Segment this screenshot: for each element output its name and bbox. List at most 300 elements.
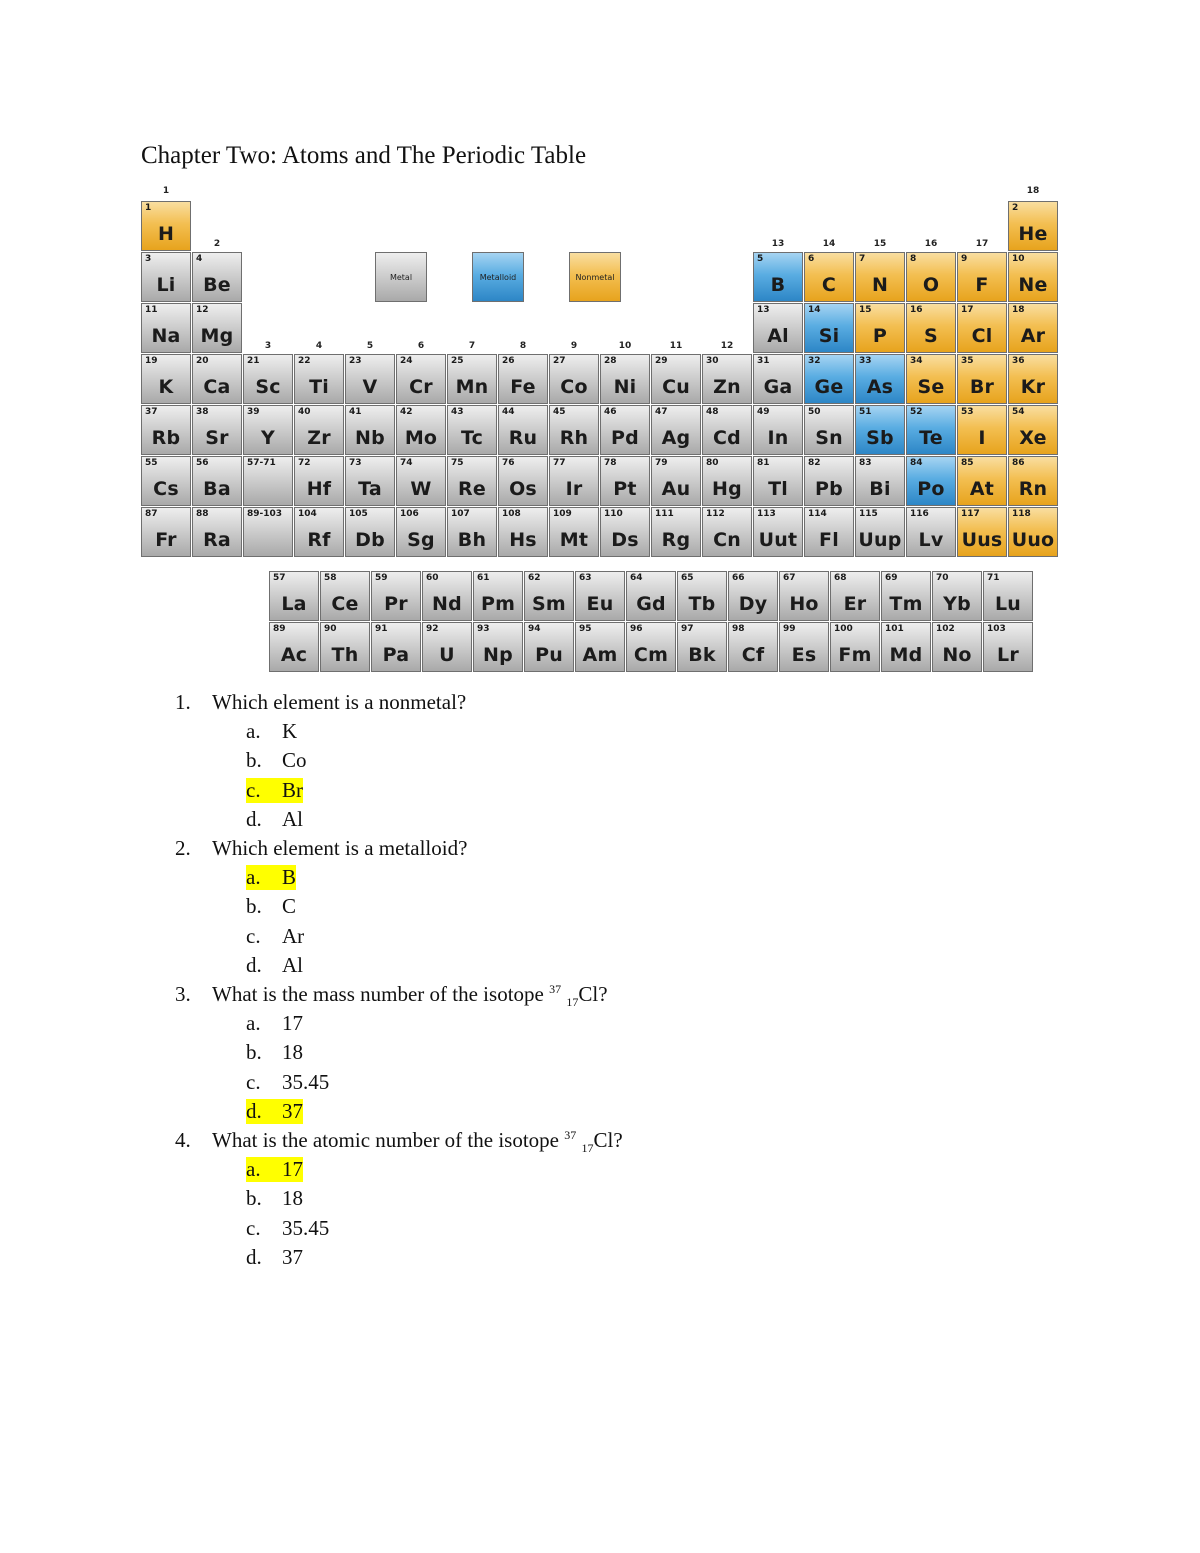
element-symbol: Ds xyxy=(611,529,639,551)
periodic-table xyxy=(141,186,1059,558)
option-text: Ar xyxy=(282,923,305,948)
option-letter: a. xyxy=(246,719,261,744)
element-symbol: Al xyxy=(767,325,789,347)
element-cell xyxy=(141,354,191,404)
atomic-number: 114 xyxy=(808,509,827,519)
element-symbol: Cr xyxy=(409,376,433,398)
atomic-number: 109 xyxy=(553,509,572,519)
element-symbol: Rh xyxy=(559,427,589,449)
element-symbol: Mg xyxy=(200,325,234,347)
atomic-number: 81 xyxy=(757,458,770,468)
element-cell xyxy=(447,354,497,404)
element-symbol: He xyxy=(1018,223,1048,245)
atomic-number: 88 xyxy=(196,509,209,519)
mass-number: 37 xyxy=(549,982,562,996)
element-symbol: Tc xyxy=(460,427,484,449)
option-letter: a. xyxy=(246,1157,261,1182)
atomic-number: 32 xyxy=(808,356,821,366)
legend-metalloid-label: Metalloid xyxy=(479,272,517,282)
element-symbol: No xyxy=(942,644,972,666)
atomic-number: 65 xyxy=(681,573,694,583)
element-symbol: Hg xyxy=(712,478,742,500)
element-symbol: Nd xyxy=(432,593,462,615)
atomic-number: 20 xyxy=(196,356,209,366)
option-letter: a. xyxy=(246,865,261,890)
element-symbol: Sr xyxy=(205,427,229,449)
element-cell xyxy=(243,354,293,404)
atomic-number: 38 xyxy=(196,407,209,417)
element-cell xyxy=(753,303,803,353)
group-number: 1 xyxy=(162,186,170,196)
atomic-number: 54 xyxy=(1012,407,1025,417)
element-cell xyxy=(753,405,803,455)
atomic-number: 89-103 xyxy=(247,509,283,519)
element-symbol: Es xyxy=(791,644,817,666)
element-cell xyxy=(524,622,574,672)
option-letter: c. xyxy=(246,1215,261,1240)
element-symbol: H xyxy=(157,223,175,245)
element-symbol: Md xyxy=(889,644,923,666)
element-symbol: Mn xyxy=(455,376,489,398)
element-cell xyxy=(855,456,905,506)
atomic-number: 87 xyxy=(145,509,158,519)
answer-option xyxy=(246,807,303,832)
element-cell xyxy=(906,354,956,404)
element-cell xyxy=(549,405,599,455)
element-cell xyxy=(345,456,395,506)
atomic-number: 31 xyxy=(757,356,770,366)
question xyxy=(175,836,467,861)
atomic-number: 5 xyxy=(757,254,764,264)
answer-option xyxy=(246,1186,303,1211)
option-text: Al xyxy=(282,952,303,977)
atomic-number: 60 xyxy=(426,573,439,583)
element-symbol: Am xyxy=(582,644,618,666)
element-symbol: Ir xyxy=(565,478,583,500)
atomic-number: 55 xyxy=(145,458,158,468)
answer-option xyxy=(246,924,304,949)
mass-number: 37 xyxy=(564,1128,577,1142)
atomic-number: 21 xyxy=(247,356,260,366)
option-text: 35.45 xyxy=(282,1069,330,1094)
question xyxy=(175,690,466,715)
element-symbol: Cs xyxy=(153,478,179,500)
group-number: 5 xyxy=(366,341,374,351)
element-cell xyxy=(600,507,650,557)
atomic-number: 23 xyxy=(349,356,362,366)
atomic-number: 86 xyxy=(1012,458,1025,468)
group-number: 2 xyxy=(213,239,221,249)
element-symbol: Rg xyxy=(661,529,691,551)
element-cell xyxy=(702,405,752,455)
element-cell xyxy=(779,571,829,621)
atomic-number: 29 xyxy=(655,356,668,366)
atomic-number: 74 xyxy=(400,458,413,468)
atomic-number: 116 xyxy=(910,509,929,519)
atomic-number: 26 xyxy=(502,356,515,366)
element-symbol: Pb xyxy=(815,478,843,500)
atomic-number: 73 xyxy=(349,458,362,468)
element-symbol: Sb xyxy=(866,427,894,449)
element-cell xyxy=(651,405,701,455)
element-symbol: Co xyxy=(560,376,588,398)
element-cell xyxy=(473,622,523,672)
option-text: 17 xyxy=(282,1011,303,1036)
atomic-number: 27 xyxy=(553,356,566,366)
atomic-number: 85 xyxy=(961,458,974,468)
element-cell xyxy=(804,252,854,302)
f-block xyxy=(269,571,1034,673)
element-cell xyxy=(855,252,905,302)
element-symbol: Re xyxy=(458,478,486,500)
answer-option xyxy=(246,1070,329,1095)
element-symbol: Rf xyxy=(307,529,331,551)
element-symbol: Rb xyxy=(151,427,181,449)
element-cell xyxy=(983,571,1033,621)
atomic-number: 102 xyxy=(936,624,955,634)
element-symbol: Br xyxy=(969,376,995,398)
element-cell xyxy=(1008,252,1058,302)
element-symbol: Ru xyxy=(508,427,538,449)
group-number: 11 xyxy=(669,341,683,351)
element-cell xyxy=(192,354,242,404)
element-cell xyxy=(192,252,242,302)
element-cell xyxy=(957,354,1007,404)
element-symbol: Ce xyxy=(331,593,359,615)
element-symbol: Dy xyxy=(738,593,768,615)
atomic-number: 4 xyxy=(196,254,203,264)
atomic-number: 70 xyxy=(936,573,949,583)
question-text xyxy=(212,690,466,714)
element-cell xyxy=(804,354,854,404)
element-cell xyxy=(422,571,472,621)
atomic-number: 66 xyxy=(732,573,745,583)
group-number: 18 xyxy=(1026,186,1040,196)
atomic-number: 100 xyxy=(834,624,853,634)
atomic-number: 44 xyxy=(502,407,515,417)
atomic-number: 59 xyxy=(375,573,388,583)
element-symbol: Si xyxy=(818,325,840,347)
atomic-number: 12 xyxy=(196,305,209,315)
element-cell xyxy=(549,507,599,557)
option-letter: b. xyxy=(246,748,262,773)
atomic-number: 62 xyxy=(528,573,541,583)
element-symbol: Sg xyxy=(407,529,435,551)
answer-option-highlighted xyxy=(246,1099,303,1124)
atomic-number: 89 xyxy=(273,624,286,634)
element-cell xyxy=(855,507,905,557)
option-letter: c. xyxy=(246,1069,261,1094)
atomic-number: 112 xyxy=(706,509,725,519)
atomic-number: 98 xyxy=(732,624,745,634)
atomic-number: 71 xyxy=(987,573,1000,583)
element-cell xyxy=(447,456,497,506)
atomic-number: 9 xyxy=(961,254,968,264)
option-text: 37 xyxy=(282,1098,303,1123)
atomic-number: 63 xyxy=(579,573,592,583)
atomic-number: 110 xyxy=(604,509,623,519)
element-symbol: Ag xyxy=(661,427,691,449)
question-text-main: What is the atomic number of the isotope xyxy=(212,1128,565,1152)
option-text: Br xyxy=(282,777,303,802)
option-text: 18 xyxy=(282,1040,303,1065)
atomic-number: 6 xyxy=(808,254,815,264)
element-symbol: Cl? xyxy=(593,1128,623,1152)
atomic-number: 107 xyxy=(451,509,470,519)
element-symbol: La xyxy=(281,593,307,615)
option-text: B xyxy=(282,865,297,890)
atomic-number: 17 xyxy=(581,1141,594,1156)
answer-option xyxy=(246,1040,303,1065)
element-symbol: Bk xyxy=(688,644,716,666)
atomic-number: 19 xyxy=(145,356,158,366)
element-symbol: Po xyxy=(917,478,945,500)
atomic-number: 30 xyxy=(706,356,719,366)
element-symbol: W xyxy=(410,478,432,500)
element-symbol: Np xyxy=(483,644,513,666)
atomic-number: 17 xyxy=(566,995,579,1010)
element-symbol: Pm xyxy=(480,593,516,615)
atomic-number: 68 xyxy=(834,573,847,583)
legend-nonmetal xyxy=(569,252,621,302)
option-letter: a. xyxy=(246,1011,261,1036)
element-cell xyxy=(524,571,574,621)
element-symbol: Ni xyxy=(613,376,637,398)
question-number: 3. xyxy=(175,982,191,1006)
element-symbol: S xyxy=(924,325,938,347)
element-cell xyxy=(957,303,1007,353)
atomic-number: 8 xyxy=(910,254,917,264)
element-cell xyxy=(932,571,982,621)
option-letter: b. xyxy=(246,894,262,919)
element-symbol: Na xyxy=(151,325,181,347)
element-cell xyxy=(804,456,854,506)
element-symbol: B xyxy=(770,274,786,296)
atomic-number: 97 xyxy=(681,624,694,634)
atomic-number: 15 xyxy=(859,305,872,315)
element-symbol: Cd xyxy=(713,427,741,449)
element-cell xyxy=(345,405,395,455)
atomic-number: 1 xyxy=(145,203,152,213)
element-symbol: Yb xyxy=(943,593,971,615)
element-symbol: Ne xyxy=(1018,274,1048,296)
element-cell xyxy=(600,456,650,506)
element-cell xyxy=(269,571,319,621)
question xyxy=(175,1128,623,1156)
element-symbol: Eu xyxy=(586,593,614,615)
element-cell xyxy=(1008,456,1058,506)
element-symbol: Mo xyxy=(404,427,438,449)
element-cell xyxy=(983,622,1033,672)
element-symbol: As xyxy=(866,376,894,398)
element-symbol: Kr xyxy=(1020,376,1046,398)
element-cell xyxy=(192,507,242,557)
element-symbol: K xyxy=(158,376,174,398)
element-cell xyxy=(906,507,956,557)
atomic-number: 51 xyxy=(859,407,872,417)
element-cell xyxy=(575,622,625,672)
atomic-number: 25 xyxy=(451,356,464,366)
element-cell xyxy=(906,405,956,455)
group-number: 10 xyxy=(618,341,632,351)
element-symbol: Lu xyxy=(994,593,1022,615)
atomic-number: 84 xyxy=(910,458,923,468)
element-symbol: Uus xyxy=(961,529,1003,551)
element-symbol: Zr xyxy=(307,427,331,449)
element-cell xyxy=(906,303,956,353)
element-cell xyxy=(549,456,599,506)
element-cell xyxy=(575,571,625,621)
atomic-number: 47 xyxy=(655,407,668,417)
group-number: 16 xyxy=(924,239,938,249)
atomic-number: 36 xyxy=(1012,356,1025,366)
question-number: 1. xyxy=(175,690,191,714)
option-text: K xyxy=(282,719,298,744)
atomic-number: 42 xyxy=(400,407,413,417)
atomic-number: 99 xyxy=(783,624,796,634)
element-symbol: Pa xyxy=(382,644,410,666)
atomic-number: 40 xyxy=(298,407,311,417)
atomic-number: 58 xyxy=(324,573,337,583)
answer-option xyxy=(246,748,307,773)
atomic-number: 35 xyxy=(961,356,974,366)
atomic-number: 115 xyxy=(859,509,878,519)
element-symbol: Nb xyxy=(355,427,385,449)
atomic-number: 45 xyxy=(553,407,566,417)
element-symbol: Cm xyxy=(633,644,669,666)
element-cell xyxy=(855,354,905,404)
atomic-number: 106 xyxy=(400,509,419,519)
element-symbol: Be xyxy=(203,274,231,296)
element-symbol: Uut xyxy=(758,529,798,551)
atomic-number: 13 xyxy=(757,305,770,315)
element-cell xyxy=(141,456,191,506)
element-symbol: Zn xyxy=(713,376,741,398)
legend-nonmetal-label: Nonmetal xyxy=(575,272,615,282)
option-text: Co xyxy=(282,748,307,773)
element-symbol: Pd xyxy=(611,427,639,449)
atomic-number: 52 xyxy=(910,407,923,417)
legend-metalloid xyxy=(472,252,524,302)
legend-metal-label: Metal xyxy=(389,272,413,282)
atomic-number: 69 xyxy=(885,573,898,583)
option-text: 37 xyxy=(282,1244,303,1269)
element-cell xyxy=(804,303,854,353)
element-cell xyxy=(396,405,446,455)
element-cell xyxy=(345,507,395,557)
element-cell xyxy=(498,405,548,455)
atomic-number: 82 xyxy=(808,458,821,468)
atomic-number: 95 xyxy=(579,624,592,634)
element-symbol: P xyxy=(872,325,888,347)
atomic-number: 57-71 xyxy=(247,458,276,468)
element-symbol: I xyxy=(978,427,986,449)
atomic-number: 57 xyxy=(273,573,286,583)
element-symbol: Ge xyxy=(814,376,844,398)
atomic-number: 108 xyxy=(502,509,521,519)
option-letter: d. xyxy=(246,806,262,831)
atomic-number: 105 xyxy=(349,509,368,519)
atomic-number: 41 xyxy=(349,407,362,417)
element-cell xyxy=(1008,303,1058,353)
element-cell xyxy=(371,571,421,621)
atomic-number: 101 xyxy=(885,624,904,634)
element-cell xyxy=(294,456,344,506)
element-cell xyxy=(549,354,599,404)
element-cell xyxy=(294,354,344,404)
element-cell xyxy=(498,456,548,506)
element-symbol: Ti xyxy=(309,376,329,398)
element-symbol: Th xyxy=(331,644,359,666)
atomic-number: 94 xyxy=(528,624,541,634)
group-number: 12 xyxy=(720,341,734,351)
element-cell xyxy=(447,405,497,455)
option-text: Al xyxy=(282,806,303,831)
atomic-number: 92 xyxy=(426,624,439,634)
atomic-number: 46 xyxy=(604,407,617,417)
element-symbol: C xyxy=(821,274,837,296)
atomic-number: 53 xyxy=(961,407,974,417)
element-symbol: Hf xyxy=(306,478,332,500)
group-number: 15 xyxy=(873,239,887,249)
element-cell xyxy=(294,507,344,557)
atomic-number: 75 xyxy=(451,458,464,468)
element-symbol: Lv xyxy=(918,529,944,551)
element-symbol: Pt xyxy=(613,478,637,500)
element-symbol: Tl xyxy=(768,478,788,500)
question-number: 4. xyxy=(175,1128,191,1152)
element-symbol: Fm xyxy=(838,644,872,666)
atomic-number: 83 xyxy=(859,458,872,468)
atomic-number: 93 xyxy=(477,624,490,634)
answer-option xyxy=(246,719,297,744)
element-cell xyxy=(957,405,1007,455)
option-text: 35.45 xyxy=(282,1215,330,1240)
option-text: C xyxy=(282,894,297,919)
element-symbol: Fl xyxy=(819,529,839,551)
atomic-number: 76 xyxy=(502,458,515,468)
element-symbol: In xyxy=(767,427,789,449)
element-symbol: O xyxy=(922,274,940,296)
atomic-number: 18 xyxy=(1012,305,1025,315)
element-cell xyxy=(626,622,676,672)
element-cell xyxy=(702,507,752,557)
element-symbol: Mt xyxy=(559,529,589,551)
element-symbol: Tm xyxy=(889,593,923,615)
atomic-number: 77 xyxy=(553,458,566,468)
element-symbol: Bh xyxy=(457,529,487,551)
element-cell xyxy=(498,507,548,557)
element-symbol: Ba xyxy=(203,478,231,500)
element-cell xyxy=(932,622,982,672)
atomic-number: 72 xyxy=(298,458,311,468)
atomic-number: 79 xyxy=(655,458,668,468)
element-symbol: Hs xyxy=(509,529,537,551)
element-symbol: Uup xyxy=(858,529,902,551)
element-cell xyxy=(881,622,931,672)
atomic-number: 48 xyxy=(706,407,719,417)
element-symbol: N xyxy=(871,274,889,296)
element-cell xyxy=(728,571,778,621)
question-text xyxy=(212,982,608,1010)
question-text-main: Which element is a metalloid? xyxy=(212,836,468,860)
element-symbol: Tb xyxy=(688,593,716,615)
element-cell xyxy=(753,507,803,557)
element-cell xyxy=(1008,354,1058,404)
element-cell xyxy=(192,405,242,455)
answer-option-highlighted xyxy=(246,1157,303,1182)
element-symbol: Xe xyxy=(1019,427,1047,449)
